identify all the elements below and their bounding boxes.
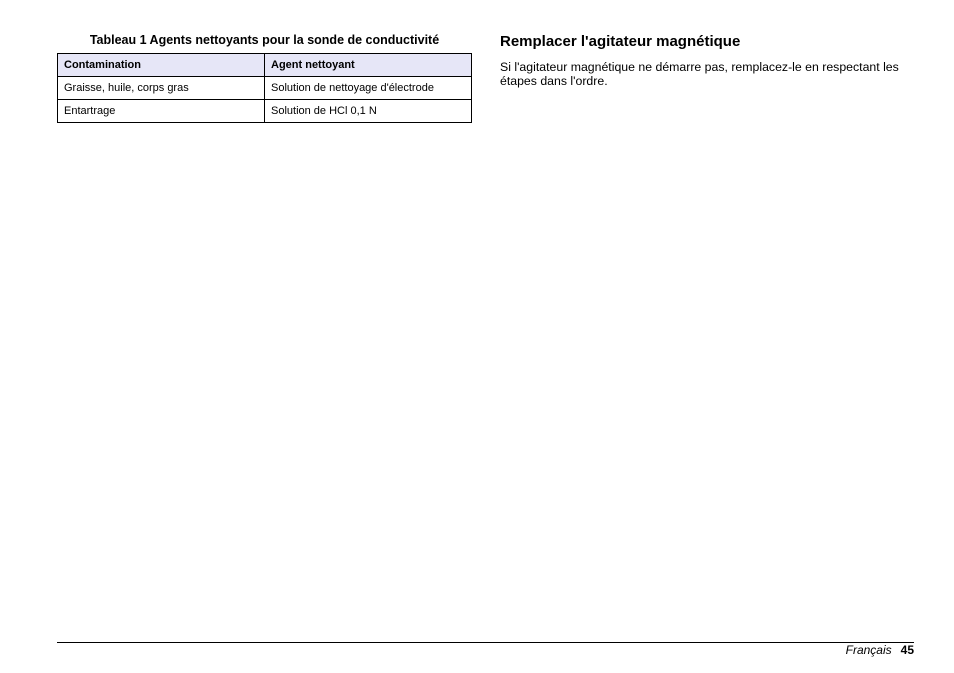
- page-number: 45: [900, 643, 914, 657]
- table-cell-contamination: Graisse, huile, corps gras: [58, 77, 265, 100]
- table-caption: Tableau 1 Agents nettoyants pour la sonde de conductivité: [89, 33, 440, 47]
- table-cell-contamination: Entartrage: [58, 100, 265, 123]
- footer-language: Français: [845, 643, 892, 657]
- section-heading: Remplacer l'agitateur magnétique: [500, 33, 741, 50]
- page-footer: [846, 643, 914, 657]
- column-header-cleaning-agent: Agent nettoyant: [265, 54, 472, 77]
- table-cell-cleaning-agent: Solution de nettoyage d'électrode: [265, 77, 472, 100]
- section-body-text: Si l'agitateur magnétique ne démarre pas, remplacez-le en respectant les étapes dans l'ordre.: [500, 60, 899, 88]
- table-header-row: [58, 54, 472, 77]
- column-header-contamination: Contamination: [58, 54, 265, 77]
- table-cell-cleaning-agent: Solution de HCl 0,1 N: [265, 100, 472, 123]
- table-row: [58, 77, 472, 100]
- footer-divider: [57, 642, 914, 643]
- table-row: [58, 100, 472, 123]
- cleaning-agents-table: [57, 53, 472, 123]
